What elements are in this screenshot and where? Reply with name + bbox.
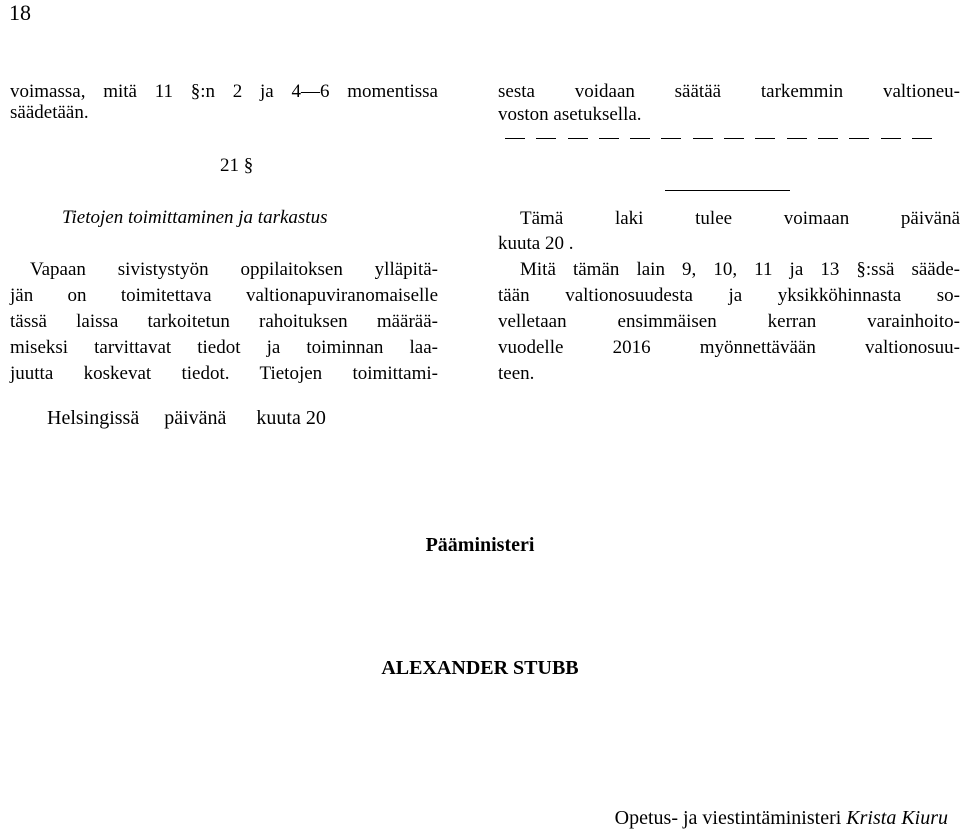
dash-separator xyxy=(505,138,932,139)
prime-minister-title: Pääministeri xyxy=(425,534,535,556)
minister-signature xyxy=(615,805,948,831)
minister-name: Krista Kiuru xyxy=(846,807,948,829)
place-date-line: Helsingissä päivänä kuuta 20 xyxy=(47,407,326,429)
section-heading: Tietojen toimittaminen ja tarkastus xyxy=(62,207,328,228)
section-number: 21 § xyxy=(220,155,254,176)
page-number: 18 xyxy=(9,0,31,25)
short-rule xyxy=(665,190,790,191)
right-para2-line5: teen. xyxy=(498,363,535,384)
left-para2-line5: juutta koskevat tiedot. Tietojen toimittami- xyxy=(10,363,438,384)
left-para2-line3: tässä laissa tarkoitetun rahoituksen määrää- xyxy=(10,311,438,332)
left-para1-line1: voimassa, mitä 11 §:n 2 ja 4—6 momentissa xyxy=(10,81,438,102)
right-para2-line2: tään valtionosuudesta ja yksikköhinnasta so- xyxy=(498,285,960,306)
left-para2-line4: miseksi tarvittavat tiedot ja toiminnan laa- xyxy=(10,337,438,358)
right-para1-line1: sesta voidaan säätää tarkemmin valtioneu- xyxy=(498,81,960,102)
enactment-line2: kuuta 20 . xyxy=(498,233,574,254)
right-para2-line3: velletaan ensimmäisen kerran varainhoito- xyxy=(498,311,960,332)
minister-title: Opetus- ja viestintäministeri xyxy=(614,807,842,829)
left-para2-line1: Vapaan sivistystyön oppilaitoksen ylläpitä- xyxy=(30,259,438,280)
right-para1-line2: voston asetuksella. xyxy=(498,104,642,125)
left-para1-line2: säädetään. xyxy=(10,102,89,123)
enactment-line1: Tämä laki tulee voimaan päivänä xyxy=(520,208,960,229)
right-para2-line4: vuodelle 2016 myönnettävään valtionosuu- xyxy=(498,337,960,358)
left-para2-line2: jän on toimitettava valtionapuviranomaiselle xyxy=(10,285,438,306)
prime-minister-name: ALEXANDER STUBB xyxy=(381,657,579,679)
right-para2-line1: Mitä tämän lain 9, 10, 11 ja 13 §:ssä sääde- xyxy=(520,259,960,280)
